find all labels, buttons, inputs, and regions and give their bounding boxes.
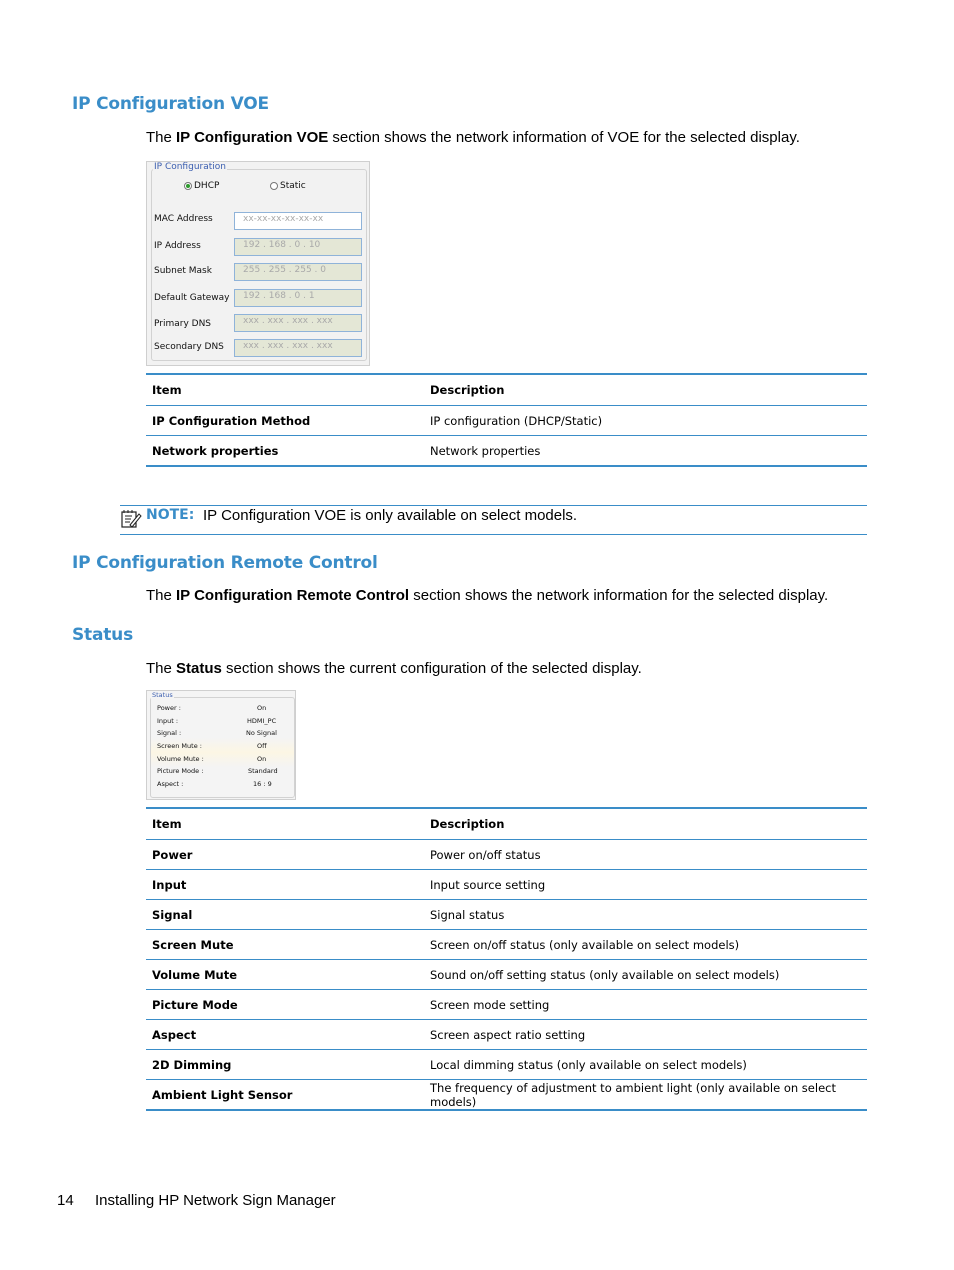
table-cell-description: Sound on/off setting status (only available on select models) (424, 960, 867, 990)
table-row (146, 990, 867, 1020)
ip-configuration-legend: IP Configuration (154, 162, 226, 172)
mac-address-field[interactable]: xx-xx-xx-xx-xx-xx (234, 212, 362, 230)
intro-text: The (146, 129, 177, 146)
table-cell-description: Local dimming status (only available on select models) (424, 1050, 867, 1080)
table-row (146, 870, 867, 900)
section-heading-ip-configuration-voe: IP Configuration VOE (72, 94, 269, 114)
default-gateway-field[interactable]: 192 . 168 . 0 . 1 (234, 289, 362, 307)
status-legend: Status (152, 691, 173, 699)
secondary-dns-field[interactable]: xxx . xxx . xxx . xxx (234, 339, 362, 357)
section3-intro (146, 660, 642, 677)
status-value: 16 : 9 (253, 780, 272, 788)
intro-bold: Status (176, 660, 222, 677)
status-value: HDMI_PC (247, 717, 277, 725)
footer-title: Installing HP Network Sign Manager (95, 1192, 336, 1209)
table-row (146, 406, 867, 436)
table-row (146, 840, 867, 870)
status-value: On (257, 704, 267, 712)
section2-intro (146, 587, 828, 604)
status-value: On (257, 755, 267, 763)
table-row (146, 1080, 867, 1111)
status-value: No Signal (246, 729, 277, 737)
primary-dns-label: Primary DNS (154, 319, 212, 329)
table-cell-item: Picture Mode (146, 990, 424, 1020)
intro-bold: IP Configuration Remote Control (176, 587, 410, 604)
intro-text: section shows the current configuration of the selected display. (221, 660, 642, 677)
table-row (146, 436, 867, 467)
table-cell-item: Ambient Light Sensor (146, 1080, 424, 1111)
secondary-dns-label: Secondary DNS (154, 342, 224, 352)
table-cell-item: Volume Mute (146, 960, 424, 990)
intro-text: section shows the network information of VOE for the selected display. (328, 129, 800, 146)
table-cell-description: Signal status (424, 900, 867, 930)
ip-configuration-table (146, 373, 867, 467)
table-row (146, 1050, 867, 1080)
static-radio[interactable] (270, 181, 306, 191)
table-row (146, 1020, 867, 1050)
table-cell-item: IP Configuration Method (146, 406, 424, 436)
table-header-description: Description (424, 808, 867, 840)
status-key: Power : (157, 704, 181, 712)
note-text: IP Configuration VOE is only available on select models. (203, 507, 578, 524)
table-cell-description: Screen mode setting (424, 990, 867, 1020)
mac-address-label: MAC Address (154, 214, 213, 224)
table-header-item: Item (146, 374, 424, 406)
table-cell-description: IP configuration (DHCP/Static) (424, 406, 867, 436)
table-cell-description: Network properties (424, 436, 867, 467)
radio-selected-icon (184, 182, 192, 190)
status-value: Standard (248, 767, 278, 775)
status-key: Aspect : (157, 780, 184, 788)
intro-bold: IP Configuration VOE (176, 129, 329, 146)
static-radio-label: Static (280, 181, 306, 191)
status-key: Input : (157, 717, 179, 725)
table-cell-description: Screen aspect ratio setting (424, 1020, 867, 1050)
table-row (146, 930, 867, 960)
intro-text: section shows the network information for the selected display. (409, 587, 829, 604)
status-key: Screen Mute : (157, 742, 202, 750)
intro-text: The (146, 660, 177, 677)
table-cell-item: Signal (146, 900, 424, 930)
table-header-row (146, 374, 867, 406)
section1-intro (146, 129, 800, 146)
section-heading-status: Status (72, 625, 133, 645)
table-cell-description: The frequency of adjustment to ambient light (only available on select models) (424, 1080, 867, 1111)
default-gateway-label: Default Gateway (154, 293, 230, 303)
subnet-mask-label: Subnet Mask (154, 266, 212, 276)
table-row (146, 900, 867, 930)
dhcp-radio[interactable] (184, 181, 219, 191)
table-cell-item: Screen Mute (146, 930, 424, 960)
note-box (120, 505, 867, 535)
primary-dns-field[interactable]: xxx . xxx . xxx . xxx (234, 314, 362, 332)
table-header-row (146, 808, 867, 840)
table-cell-description: Screen on/off status (only available on select models) (424, 930, 867, 960)
status-value: Off (257, 742, 267, 750)
table-cell-item: Power (146, 840, 424, 870)
table-cell-description: Power on/off status (424, 840, 867, 870)
note-icon (120, 508, 142, 530)
note-label: NOTE: (146, 507, 195, 523)
table-header-item: Item (146, 808, 424, 840)
subnet-mask-field[interactable]: 255 . 255 . 255 . 0 (234, 263, 362, 281)
page-number: 14 (57, 1192, 74, 1209)
table-cell-item: 2D Dimming (146, 1050, 424, 1080)
radio-unselected-icon (270, 182, 278, 190)
status-key: Signal : (157, 729, 182, 737)
ip-address-label: IP Address (154, 241, 201, 251)
table-row (146, 960, 867, 990)
status-key: Volume Mute : (157, 755, 204, 763)
ip-address-field[interactable]: 192 . 168 . 0 . 10 (234, 238, 362, 256)
status-table (146, 807, 867, 1111)
status-key: Picture Mode : (157, 767, 204, 775)
section-heading-ip-configuration-remote-control: IP Configuration Remote Control (72, 553, 378, 573)
table-cell-item: Aspect (146, 1020, 424, 1050)
status-panel (146, 690, 296, 800)
ip-configuration-panel (146, 161, 370, 366)
table-cell-description: Input source setting (424, 870, 867, 900)
dhcp-radio-label: DHCP (194, 181, 220, 191)
intro-text: The (146, 587, 177, 604)
table-header-description: Description (424, 374, 867, 406)
table-cell-item: Input (146, 870, 424, 900)
table-cell-item: Network properties (146, 436, 424, 467)
